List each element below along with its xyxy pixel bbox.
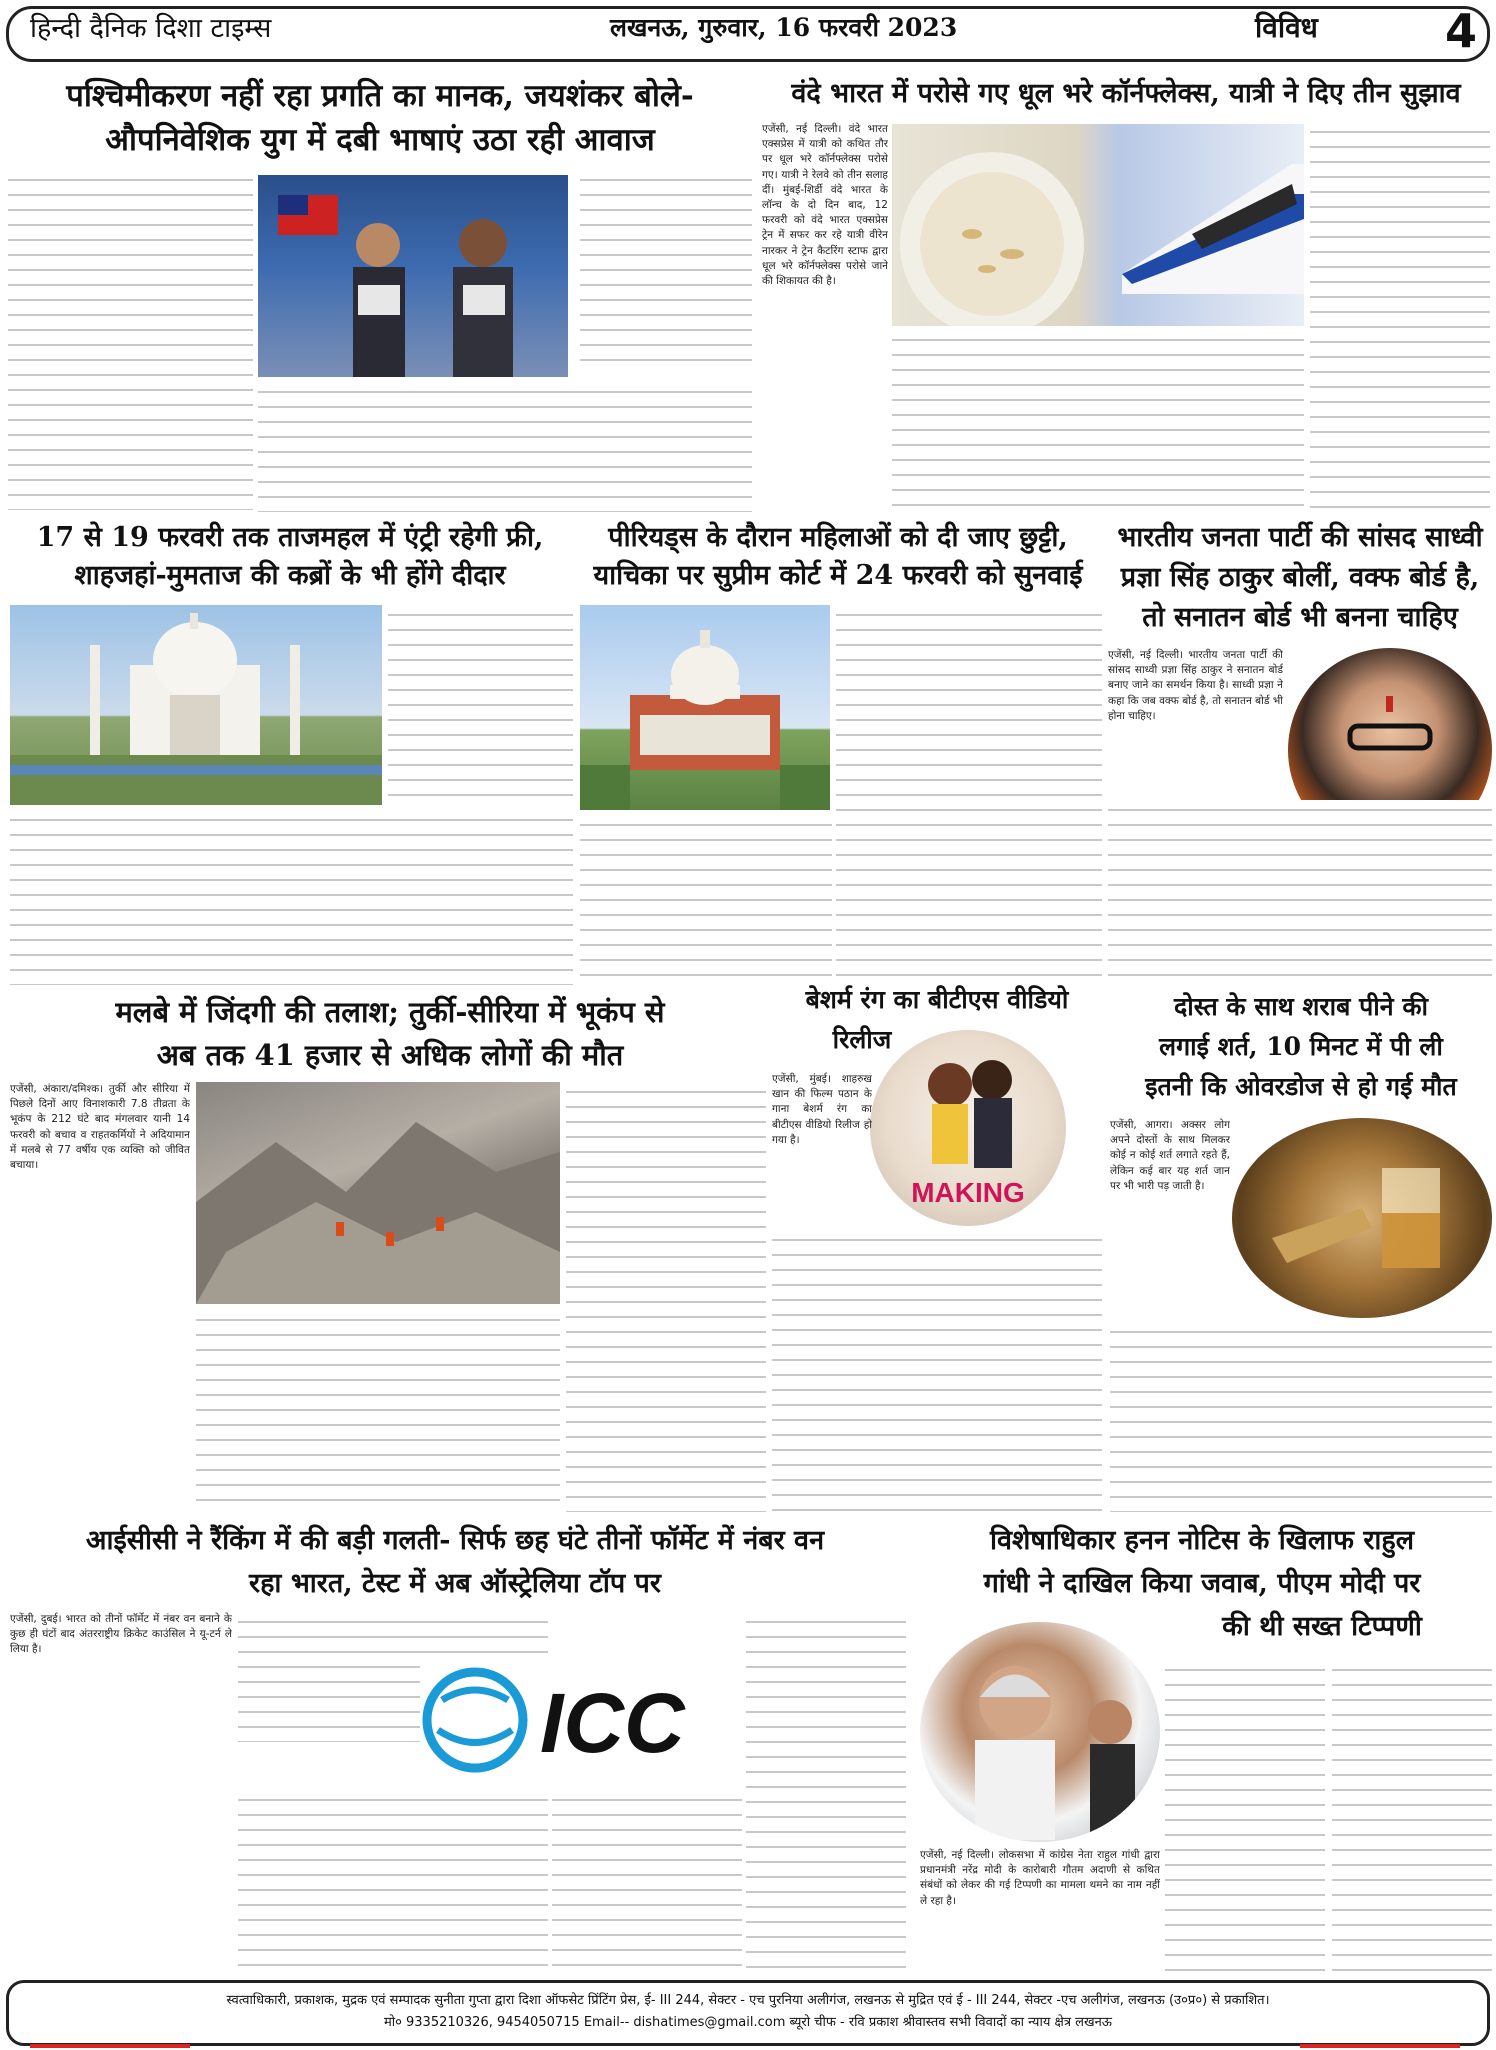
jaishankar-body-lower [258, 382, 752, 512]
jaishankar-headline-1: पश्चिमीकरण नहीं रहा प्रगति का मानक, जयशंकर बोले- [66, 78, 694, 114]
vande-bharat-body-col-1: एजेंसी, नई दिल्ली। वंदे भारत एक्सप्रेस में यात्री को कथित तौर पर धूल भरे कॉर्नफ्लेक्स परोसे गए। यात्री ने रेलवे को तीन सलाह दीं। मुंबई-शिर्डी वंदे भारत के लॉन्च के दो दिन बाद, 12 फरवरी को वंदे भारत एक्सप्रेस ट्रेन में सफर कर रहे यात्री वीरेन नारकर ने ट्रेन कैटरिंग स्टाफ द्वारा धूल भरे कॉर्नफ्लेक्स परोसे जाने की शिकायत की है। [762, 123, 888, 288]
liquor-headline-1: दोस्त के साथ शराब पीने की [1174, 992, 1428, 1021]
liquor-headline-3: इतनी कि ओवरडोज से हो गई मौत [1145, 1072, 1457, 1101]
icc-headline-2: रहा भारत, टेस्ट में अब ऑस्ट्रेलिया टॉप पर [249, 1568, 661, 1599]
taj-body-col-3 [388, 605, 573, 805]
rahul-headline-3: की थी सख्त टिप्पणी [1222, 1611, 1422, 1642]
earthquake-headline-2: अब तक 41 हजार से अधिक लोगों की मौत [156, 1038, 624, 1072]
paper-name: हिन्दी दैनिक दिशा टाइम्स [30, 13, 272, 44]
icc-body-col-4 [746, 1612, 906, 1974]
page-number: 4 [1445, 4, 1478, 58]
icc-body-col-1: एजेंसी, दुबई। भारत को तीनों फॉर्मेट में नंबर वन बनाने के कुछ ही घंटों बाद अंतरराष्ट्रीय क्रिकेट काउंसिल ने यू-टर्न ले लिया है। [10, 1613, 232, 1656]
footer-line-2: मो० 9335210326, 9454050715 Email-- dishatimes@gmail.com ब्यूरो चीफ - रवि प्रकाश श्रीवास्तव सभी विवादों का न्याय क्षेत्र लखनऊ [383, 2015, 1113, 2030]
earthquake-body-col-4 [566, 1082, 766, 1512]
footer-red-bar-right [1300, 2044, 1460, 2048]
jaishankar-headline-2: औपनिवेशिक युग में दबी भाषाएं उठा रही आवाज [105, 122, 655, 158]
taj-mahal-photo [10, 605, 382, 805]
pragya-body-lower [1108, 800, 1492, 985]
jaishankar-photo [258, 175, 568, 377]
cornflakes-train-photo [892, 124, 1304, 326]
sc-headline-2: याचिका पर सुप्रीम कोर्ट में 24 फरवरी को सुनवाई [593, 560, 1083, 591]
jaishankar-body-col-1 [8, 170, 253, 510]
earthquake-rubble-photo [196, 1082, 560, 1304]
liquor-body-col-1: एजेंसी, आगरा। अक्सर लोग अपने दोस्तों के साथ मिलकर कोई न कोई शर्त लगाते रहते हैं, लेकिन कई बार यह शर्त जान पर भी भारी पड़ जाती है। [1110, 1119, 1230, 1192]
rahul-body-col-3 [1332, 1660, 1492, 1974]
rahul-headline-2: गांधी ने दाखिल किया जवाब, पीएम मोदी पर [983, 1568, 1421, 1599]
liquor-body-lower [1110, 1322, 1492, 1512]
rahul-body-col-2 [1165, 1660, 1325, 1974]
pragya-body-col-1: एजेंसी, नई दिल्ली। भारतीय जनता पार्टी की सांसद साध्वी प्रज्ञा सिंह ठाकुर ने सनातन बोर्ड बनाए जाने का समर्थन किया है। साध्वी प्रज्ञा ने कहा कि जब वक्फ बोर्ड है, तो सनातन बोर्ड भी होना चाहिए। [1108, 649, 1283, 722]
dateline: लखनऊ, गुरुवार, 16 फरवरी 2023 [610, 13, 958, 42]
icc-body-col-3 [552, 1790, 742, 1974]
vande-bharat-headline: वंदे भारत में परोसे गए धूल भरे कॉर्नफ्लेक्स, यात्री ने दिए तीन सुझाव [791, 78, 1461, 109]
besharam-body-col-1: एजेंसी, मुंबई। शाहरुख खान की फिल्म पठान के गाना बेशर्म रंग का बीटीएस वीडियो रिलीज हो गया है। [772, 1073, 872, 1146]
footer-imprint [6, 1980, 1490, 2046]
besharam-headline-1: बेशर्म रंग का बीटीएस वीडियो [805, 985, 1069, 1014]
supreme-court-photo [580, 605, 830, 810]
making-text: MAKING [911, 1177, 1025, 1208]
pragya-headline-1: भारतीय जनता पार्टी की सांसद साध्वी [1117, 522, 1483, 553]
rahul-headline-1: विशेषाधिकार हनन नोटिस के खिलाफ राहुल [989, 1525, 1415, 1556]
liquor-headline-2: लगाई शर्त, 10 मिनट में पी ली [1159, 1032, 1443, 1061]
taj-headline-1: 17 से 19 फरवरी तक ताजमहल में एंट्री रहेगी फ्री, [36, 522, 544, 553]
sc-body-col-2 [836, 605, 1102, 985]
sc-headline-1: पीरियड्स के दौरान महिलाओं को दी जाए छुट्टी, [608, 522, 1068, 553]
earthquake-headline-1: मलबे में जिंदगी की तलाश; तुर्की-सीरिया में भूकंप से [115, 995, 665, 1029]
footer-line-1: स्वत्वाधिकारी, प्रकाशक, मुद्रक एवं सम्पादक सुनीता गुप्ता द्वारा दिशा ऑफसेट प्रिंटिंग प्रेस, ई- III 244, सेक्टर - एच पुरनिया अलीगंज, लखनऊ से मुद्रित एवं ई - III 244, सेक्टर -एच अलीगंज, लखनऊ (उ०प्र०) से प्रकाशित। [226, 1993, 1270, 2008]
icc-logo-text: ICC [540, 1676, 685, 1770]
rahul-gandhi-photo [920, 1622, 1160, 1842]
section-name: विविध [1255, 11, 1318, 44]
pragya-headline-3: तो सनातन बोर्ड भी बनना चाहिए [1142, 602, 1458, 633]
taj-body-lower [10, 810, 573, 985]
liquor-glass-photo [1232, 1118, 1492, 1318]
vande-bharat-body-col-4 [1310, 122, 1490, 510]
icc-headline-1: आईसीसी ने रैंकिंग में की बड़ी गलती- सिर्फ छह घंटे तीनों फॉर्मेट में नंबर वन [85, 1525, 825, 1556]
besharam-headline-2: रिलीज [832, 1025, 892, 1054]
besharam-rang-photo [870, 1030, 1066, 1226]
besharam-body-lower [772, 1230, 1102, 1512]
icc-logo [420, 1660, 730, 1780]
icc-body-col-2-bottom [238, 1790, 548, 1974]
earthquake-body-lower [196, 1310, 560, 1512]
taj-headline-2: शाहजहां-मुमताज की कब्रों के भी होंगे दीदार [74, 560, 506, 591]
vande-bharat-body-lower [892, 330, 1304, 510]
jaishankar-body-col-3 [580, 170, 752, 370]
rahul-body-col-1: एजेंसी, नई दिल्ली। लोकसभा में कांग्रेस नेता राहुल गांधी द्वारा प्रधानमंत्री नरेंद्र मोदी के कारोबारी गौतम अदाणी से कथित संबंधों को लेकर की गई टिप्पणी का मामला थमने का नाम नहीं ले रहा है। [920, 1849, 1160, 1907]
pragya-headline-2: प्रज्ञा सिंह ठाकुर बोलीं, वक्फ बोर्ड है, [1120, 562, 1480, 593]
sc-body-col-1 [580, 815, 832, 985]
earthquake-body-col-1: एजेंसी, अंकारा/दमिश्क। तुर्की और सीरिया में पिछले दिनों आए विनाशकारी 7.8 तीव्रता के भूकंप के 212 घंटे बाद मंगलवार यानी 14 फरवरी को बचाव व राहतकर्मियों ने अदियामान में मलबे से 77 वर्षीय एक व्यक्ति को जीवित बचाया। [10, 1083, 190, 1172]
footer-red-bar-left [30, 2044, 190, 2048]
